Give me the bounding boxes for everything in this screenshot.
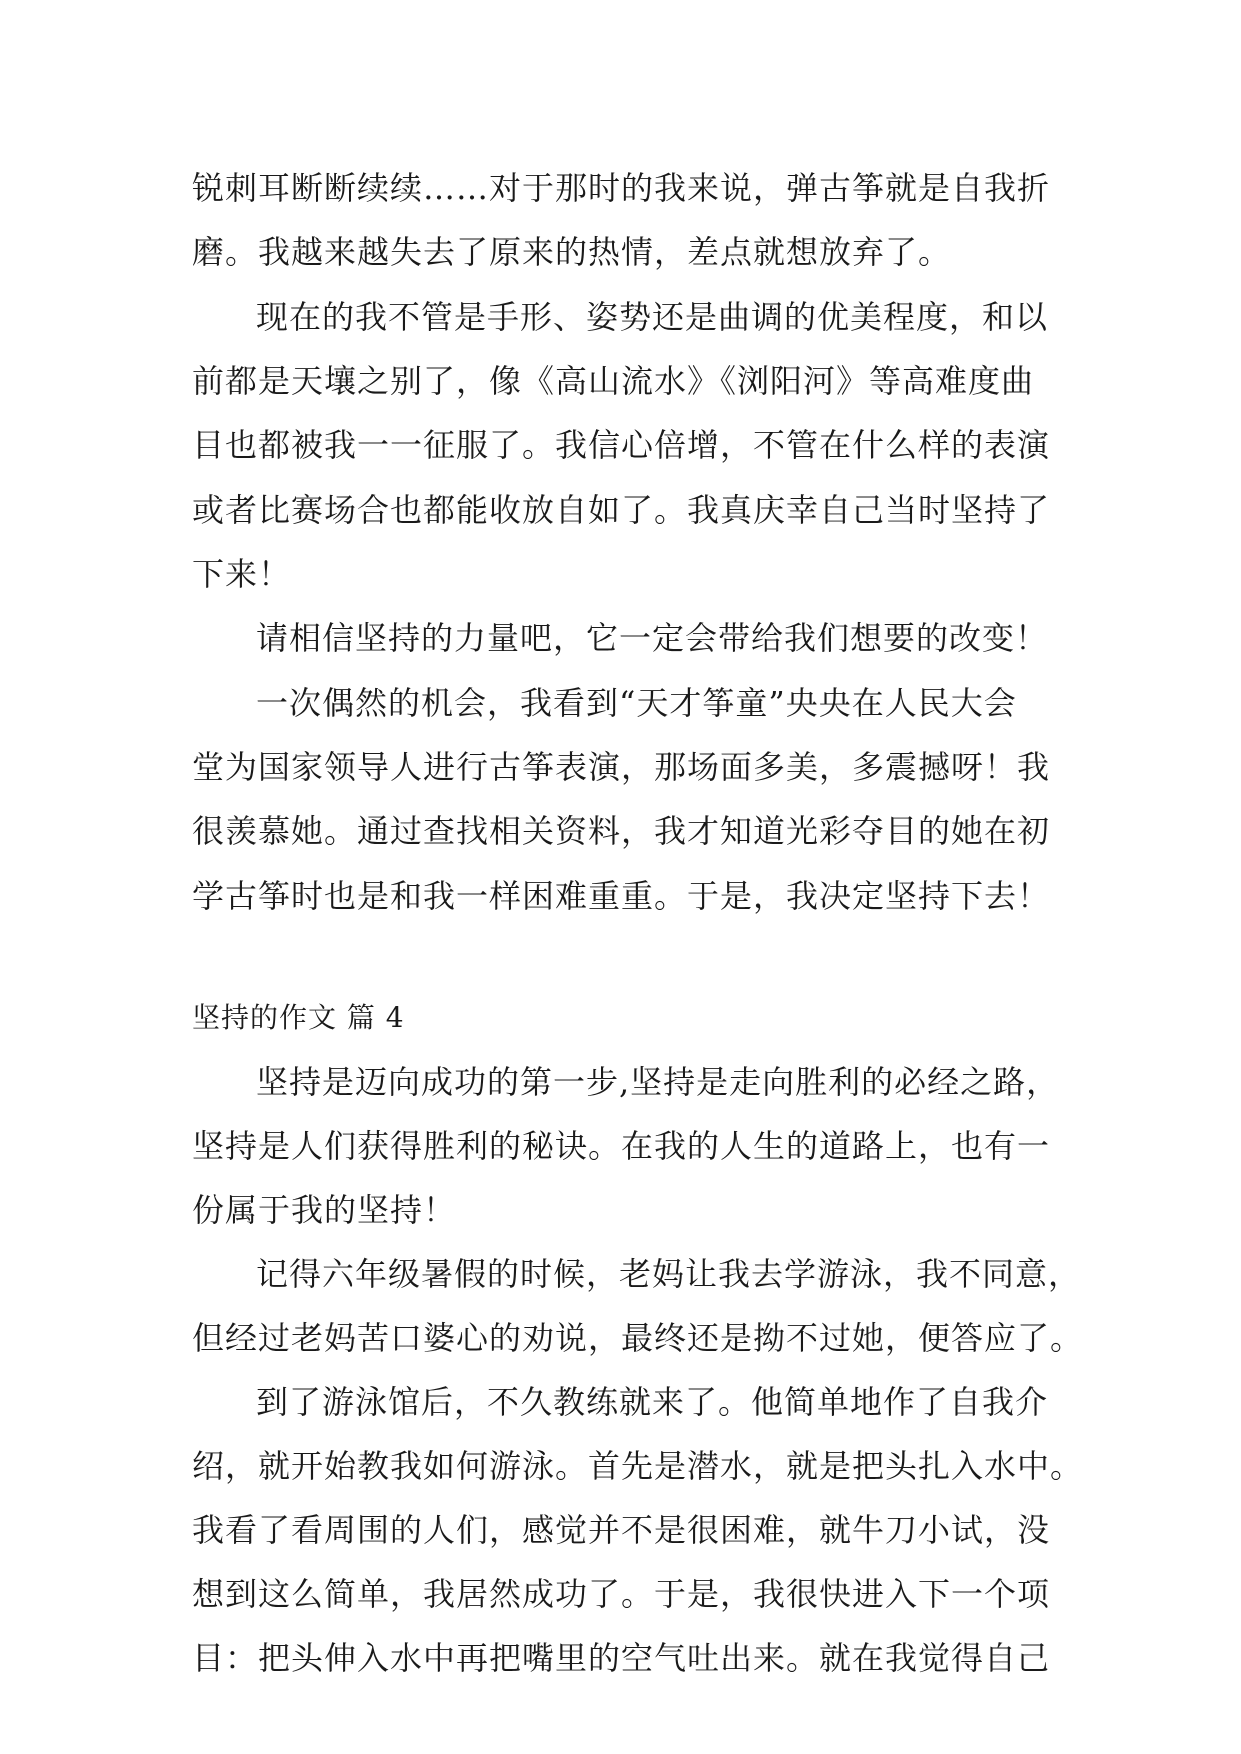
paragraph-line: 想到这么简单，我居然成功了。于是，我很快进入下一个项 [192, 1575, 1051, 1613]
paragraph-line: 坚持是迈向成功的第一步,坚持是走向胜利的必经之路， [256, 1063, 1060, 1101]
paragraph-line: 下来！ [192, 555, 292, 593]
section-title: 坚持的作文 篇 4 [192, 1001, 405, 1034]
paragraph-line: 目：把头伸入水中再把嘴里的空气吐出来。就在我觉得自己 [192, 1639, 1051, 1677]
paragraph-line: 目也都被我一一征服了。我信心倍增，不管在什么样的表演 [192, 426, 1051, 464]
paragraph-line: 磨。我越来越失去了原来的热情，差点就想放弃了。 [192, 233, 952, 271]
paragraph-line: 份属于我的坚持！ [192, 1191, 457, 1229]
paragraph-line: 绍，就开始教我如何游泳。首先是潜水，就是把头扎入水中。 [192, 1447, 1084, 1485]
paragraph-line: 学古筝时也是和我一样困难重重。于是，我决定坚持下去！ [192, 877, 1051, 915]
paragraph-line: 我看了看周围的人们，感觉并不是很困难，就牛刀小试，没 [192, 1511, 1051, 1549]
paragraph-line: 很羡慕她。通过查找相关资料，我才知道光彩夺目的她在初 [192, 812, 1051, 850]
paragraph-line: 坚持是人们获得胜利的秘诀。在我的人生的道路上，也有一 [192, 1127, 1051, 1165]
paragraph-line: 但经过老妈苦口婆心的劝说，最终还是拗不过她，便答应了。 [192, 1319, 1084, 1357]
paragraph-line: 或者比赛场合也都能收放自如了。我真庆幸自己当时坚持了 [192, 491, 1051, 529]
paragraph-line: 记得六年级暑假的时候，老妈让我去学游泳，我不同意， [256, 1255, 1082, 1293]
paragraph-line: 堂为国家领导人进行古筝表演，那场面多美，多震撼呀！我 [192, 748, 1051, 786]
paragraph-line: 一次偶然的机会，我看到“天才筝童”央央在人民大会 [256, 684, 1017, 722]
paragraph-line: 请相信坚持的力量吧，它一定会带给我们想要的改变！ [256, 619, 1049, 657]
paragraph-line: 现在的我不管是手形、姿势还是曲调的优美程度，和以 [256, 298, 1049, 336]
paragraph-line: 锐刺耳断断续续……对于那时的我来说，弹古筝就是自我折 [192, 169, 1051, 207]
paragraph-line: 前都是天壤之别了，像《高山流水》《浏阳河》等高难度曲 [192, 362, 1035, 400]
paragraph-line: 到了游泳馆后，不久教练就来了。他简单地作了自我介 [256, 1383, 1049, 1421]
